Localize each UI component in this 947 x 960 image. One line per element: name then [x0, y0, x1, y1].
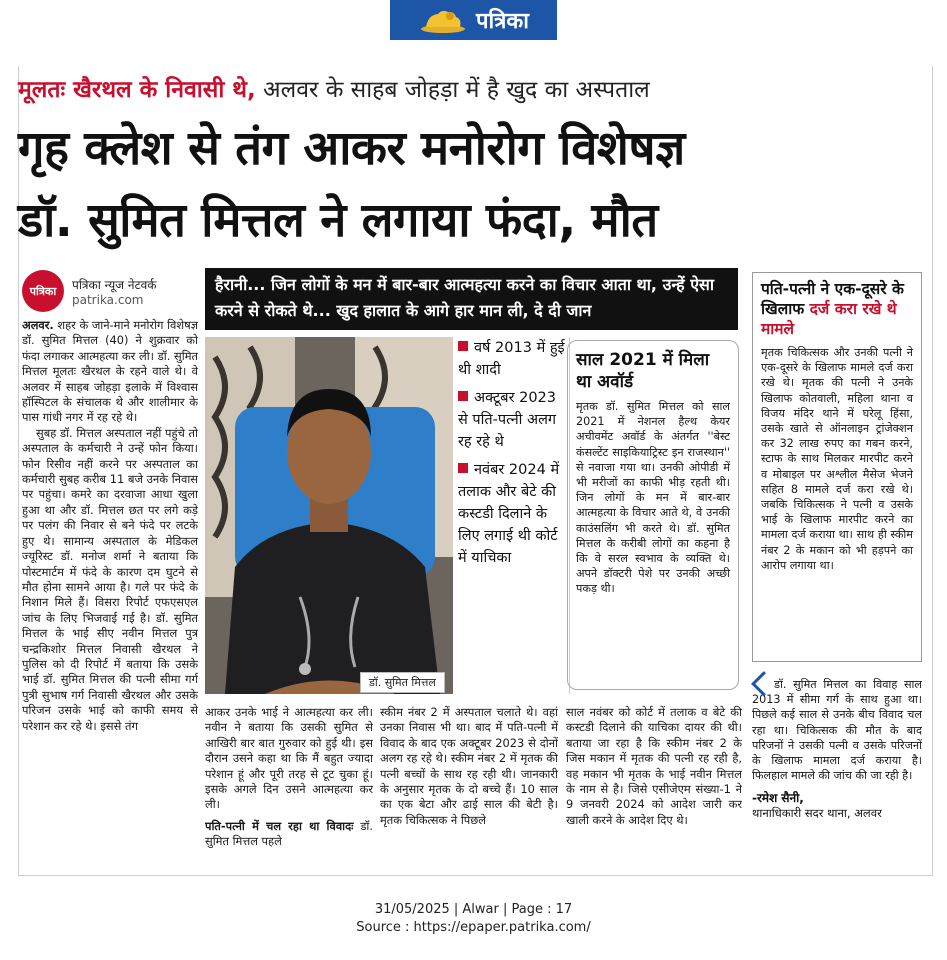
doctor-photo-illustration: [205, 337, 453, 694]
sidebar-cases-box: [752, 272, 922, 662]
quote-name: -रमेश सैनी,: [752, 791, 804, 806]
article-column-b2: स्कीम नंबर 2 में अस्पताल चलाते थे। वहां उनका निवास भी था। बाद में पति-पत्नी में विवाद के बाद एक अक्टूबर 2023 से दोनों अलग रह रहे थे। स्कीम नंबर 2 में मृतक की पत्नी बच्चों के साथ रह रही थी। जानकारी के अनुसार मृतक के दो बच्चे हैं। 10 साल का एक बेटा और ढाई साल की बेटी है। मृतक चिकित्सक ने पिछले: [380, 705, 558, 827]
byline-site: patrika.com: [72, 292, 144, 307]
article-para-2: सुबह डॉ. मित्तल अस्पताल नहीं पहुंचे तो अस्पताल के कर्मचारी ने उन्हें फोन किया। फोन रिसीव नहीं करने पर अस्पताल का कर्मचारी सुबह करीब 11 बजे उनके निवास पर पहुंचा। कमरे का दरवाजा आधा खुला हुआ था और डॉ. मित्तल छत पर लगे कड़े पर पलंग की निवार से बने फंदे पर लटके हुए थे। सामान्य अस्पताल के मेडिकल ज्यूरिस्ट डॉ. मनोज शर्मा ने बताया कि पोस्टमार्टम में फंदे के कारण दम घुटने से मौत होना सामने आया है। गले पर फंदे के निशान मिले हैं। विसरा रिपोर्ट एफएसएल जांच के लिए भिजवाई गई है। डॉ. सुमित मित्तल के भाई सीए नवीन मित्तल पुत्र चन्द्रकिशोर मित्तल निवासी खैरथल ने पुलिस को दी रिपोर्ट में बताया कि उसके भाई डॉ. सुमित मित्तल की पत्नी सीमा गर्ग पुत्री सुभाष गर्ग निवासी खैरथल और उसके परिजन उसके भाई को काफी समय से परेशान कर रहे थे। इससे तंग: [22, 425, 198, 733]
byline-name: पत्रिका न्यूज नेटवर्क: [72, 277, 157, 292]
red-square-bullet-icon: [458, 463, 468, 473]
dateline: अलवर.: [22, 318, 54, 332]
subhead-vivad: पति-पत्नी में चल रहा था विवादः: [205, 818, 354, 833]
red-square-bullet-icon: [458, 391, 468, 401]
sidebar-title: पति-पत्नी ने एक-दूसरे के खिलाफ दर्ज करा रखे थे मामले: [761, 280, 904, 338]
red-square-bullet-icon: [458, 341, 468, 351]
photo-caption: डॉ. सुमित मित्तल: [360, 672, 445, 693]
footer-date: 31/05/2025 | Alwar | Page : 17: [374, 902, 573, 917]
headline-line-2: डॉ. सुमित मित्तल ने लगाया फंदा, मौत: [18, 193, 658, 248]
timeline-item: अक्टूबर 2023 से पति-पत्नी अलग रह रहे थे: [458, 390, 557, 450]
article-column-1: [22, 318, 198, 853]
patrika-badge-icon: पत्रिका: [22, 270, 64, 312]
kicker-line: [18, 72, 650, 104]
doctor-photo: [205, 337, 453, 694]
quote-designation: थानाधिकारी सदर थाना, अलवर: [752, 806, 882, 821]
article-intro: शहर के जाने-माने मनोरोग विशेषज्ञ डॉ. सुमित मित्तल (40) ने शुक्रवार को फंदा लगाकर आत्महत्या कर ली। डॉ. सुमित मित्तल मूलतः खैरथल के रहने वाले थे। वे अलवर में साहब जोहड़ा इलाके में विश्वास हॉस्पिटल के संचालक थे और शालीमार के पास गांधी नगर में रह रहे थे।: [22, 318, 198, 425]
article-column-b1: आकर उनके भाई ने आत्महत्या कर ली। नवीन ने बताया कि उसकी सुमित से आखिरी बार बात गुरुवार को हुई थी। इस दौरान उसने कहा था कि मैं बहुत ज्यादा परेशान हूं और पूरी तरह से टूट चुका हूं। इसके अगले दिन उसने आत्महत्या कर ली। पति-पत्नी में चल रहा था विवादः डॉ. सुमित मित्तल पहले: [205, 705, 373, 849]
headline-line-1: गृह क्लेश से तंग आकर मनोरोग विशेषज्ञ: [18, 121, 685, 176]
timeline-item: नवंबर 2024 में तलाक और बेटे की कस्टडी दिलाने के लिए लगाई थी कोर्ट में याचिका: [458, 462, 560, 566]
kicker-black: अलवर के साहब जोहड़ा में है खुद का अस्पताल: [255, 77, 650, 103]
sidebar-body: मृतक चिकित्सक और उनकी पत्नी ने एक-दूसरे के खिलाफ मामले दर्ज करा रखे थे। मृतक की पत्नी ने उनके खिलाफ कोतवाली, महिला थाना व विजय मंदिर थाने में घरेलू हिंसा, उसके खाते से ऑनलाइन ट्रांजेक्शन कर 32 लाख रुपए का गबन करने, स्टाफ के साथ मिलकर मारपीट करने व मोबाइल पर अश्लील मैसेज भेजने सहित 8 मामले दर्ज करा रखे थे। जबकि चिकित्सक ने पत्नी व उसके भाई के खिलाफ मारपीट करने का मामला दर्ज कराया था। साथ ही स्कीम नंबर 2 के मकान को भी हड़पने का आरोप लगाया था।: [761, 346, 913, 572]
banner-hairani: हैरानी...: [215, 275, 266, 294]
award-box: [567, 340, 739, 690]
award-body: मृतक डॉ. सुमित मित्तल को साल 2021 में नेशनल हैल्थ केयर अचीवमेंट अवॉर्ड के अंतर्गत ''बेस्ट कंसल्टेंट साइकियाट्रिस्ट इन राजस्थान'' से नवाजा गया था। उनकी ओपीडी में भी मरीजों का काफी भीड़ रहती थी। जिन लोगों के मन में बार-बार आत्महत्या के विचार आते थे, वे उनकी काउंसलिंग भी करते थे। डॉ. सुमित मित्तल के करीबी लोगों का कहना है कि वे सरल स्वभाव के व्यक्ति थे। अपने डॉक्टरी पेशे पर उनकी अच्छी पकड़ थी।: [576, 400, 730, 596]
award-title: साल 2021 में मिला था अवॉर्ड: [576, 350, 710, 392]
masthead-title: पत्रिका: [476, 9, 529, 34]
police-quote: [752, 672, 922, 852]
kicker-red: मूलतः खैरथल के निवासी थे,: [18, 77, 256, 103]
banner-text: जिन लोगों के मन में बार-बार आत्महत्या करने का विचार आता था, उन्हें ऐसा करने से रोकते थे... खुद हालात के आगे हार मान ली, दे दी जान: [215, 275, 714, 320]
timeline: [458, 337, 570, 694]
highlight-banner: [205, 268, 738, 330]
timeline-item: वर्ष 2013 में हुई थी शादी: [458, 340, 565, 378]
lion-emblem-icon: [418, 5, 468, 35]
footer-source: Source : https://epaper.patrika.com/: [356, 920, 591, 935]
byline: [22, 270, 157, 312]
patrika-masthead-logo: [390, 0, 557, 40]
quote-body: डॉ. सुमित मित्तल का विवाह साल 2013 में सीमा गर्ग के साथ हुआ था। पिछले कई साल से उनके बीच विवाद चल रहा था। चिकित्सक की मौत के बाद परिजनों ने उसकी पत्नी व उसके परिजनों के खिलाफ मामला दर्ज कराया है। फिलहाल मामले की जांच की जा रही है।: [752, 678, 922, 783]
article-column-b3: साल नवंबर को कोर्ट में तलाक व बेटे की कस्टडी दिलाने की याचिका दायर की थी। बताया जा रहा है कि स्कीम नंबर 2 के जिस मकान में मृतक की पत्नी रह रही है, वह मकान भी मृतक के भाई नवीन मित्तल के नाम से है। जिसे एसीजेएम संख्या-1 ने 9 जनवरी 2024 को आदेश जारी कर खाली करने के आदेश दिए थे।: [566, 705, 742, 827]
